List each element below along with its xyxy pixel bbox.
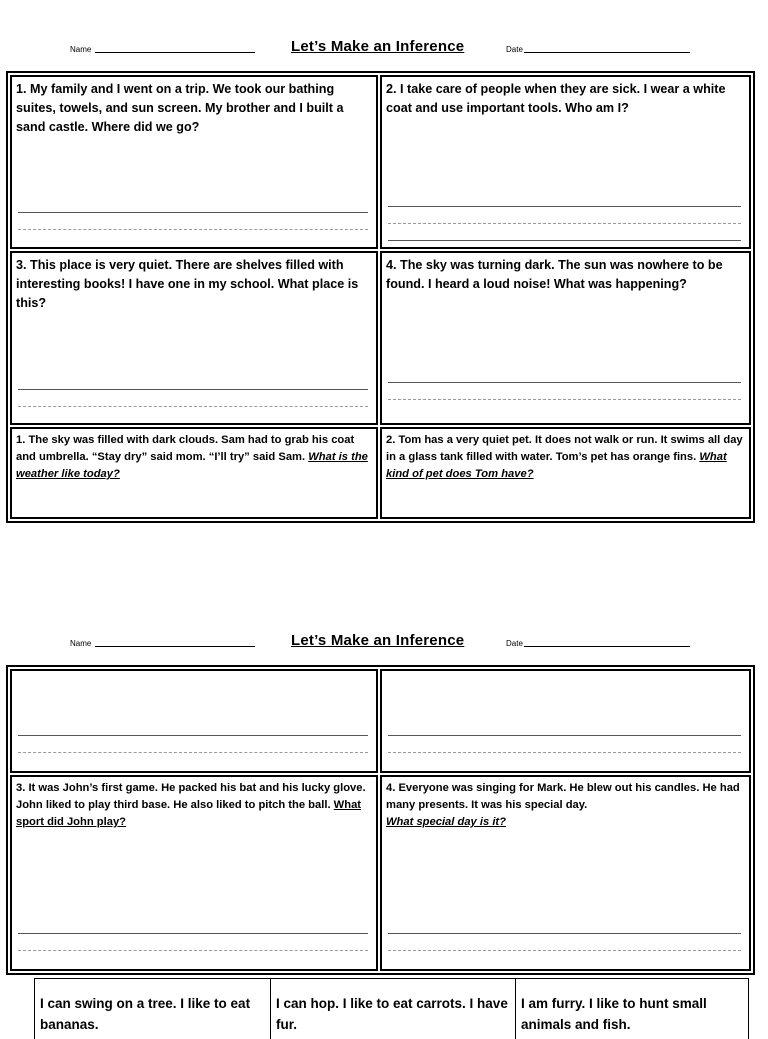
answer-guide-line bbox=[18, 950, 368, 951]
answer-line[interactable] bbox=[18, 735, 368, 736]
animal-clue-table bbox=[34, 978, 749, 1039]
question-prompt: What is the weather like today? bbox=[16, 451, 368, 480]
answer-line[interactable] bbox=[18, 389, 368, 390]
question-cell bbox=[10, 251, 378, 425]
answer-guide-line bbox=[18, 229, 368, 230]
question-cell bbox=[380, 75, 751, 249]
name-field[interactable] bbox=[95, 42, 255, 53]
animal-clue-cell: I can hop. I like to eat carrots. I have fur. bbox=[271, 979, 516, 1039]
question-cell bbox=[380, 251, 751, 425]
date-label: Date bbox=[506, 639, 523, 648]
worksheet-2-header bbox=[0, 632, 768, 656]
name-label: Name bbox=[70, 639, 92, 648]
question-cell bbox=[380, 775, 751, 971]
question-paragraph bbox=[386, 780, 745, 831]
question-paragraph bbox=[386, 432, 745, 483]
question-cell bbox=[10, 75, 378, 249]
question-text: 4. The sky was turning dark. The sun was nowhere to be found. I heard a loud noise! What was happening? bbox=[386, 258, 723, 291]
answer-guide-line bbox=[388, 752, 741, 753]
date-field[interactable] bbox=[524, 636, 690, 647]
worksheet-1-header bbox=[0, 38, 768, 62]
name-label: Name bbox=[70, 45, 92, 54]
question-text: 1. My family and I went on a trip. We took our bathing suites, towels, and sun screen. My brother and I built a sand castle. Where did we go? bbox=[16, 82, 344, 134]
answer-line[interactable] bbox=[388, 933, 741, 934]
animal-clue-cell: I am furry. I like to hunt small animals and fish. bbox=[516, 979, 749, 1039]
answer-line[interactable] bbox=[388, 735, 741, 736]
answer-guide-line bbox=[388, 223, 741, 224]
question-paragraph bbox=[16, 432, 372, 483]
question-prompt: What kind of pet does Tom have? bbox=[386, 451, 727, 480]
date-field[interactable] bbox=[524, 42, 690, 53]
answer-guide-line bbox=[18, 406, 368, 407]
question-prompt: What sport did John play? bbox=[16, 799, 362, 828]
answer-guide-line bbox=[388, 950, 741, 951]
answer-line[interactable] bbox=[388, 382, 741, 383]
answer-guide-line bbox=[18, 752, 368, 753]
question-text: 1. The sky was filled with dark clouds. Sam had to grab his coat and umbrella. “Stay dry” said mom. “I’ll try” said Sam. bbox=[16, 434, 355, 463]
worksheet-title: Let’s Make an Inference bbox=[291, 632, 465, 649]
name-field[interactable] bbox=[95, 636, 255, 647]
answer-line[interactable] bbox=[388, 240, 741, 241]
question-text: 4. Everyone was singing for Mark. He blew out his candles. He had many presents. It was his special day. bbox=[386, 782, 740, 811]
answer-line[interactable] bbox=[388, 206, 741, 207]
question-cell bbox=[10, 775, 378, 971]
animal-clue-cell: I can swing on a tree. I like to eat bananas. bbox=[35, 979, 271, 1039]
question-cell bbox=[10, 669, 378, 773]
question-text: 2. I take care of people when they are sick. I wear a white coat and use important tools. Who am I? bbox=[386, 82, 726, 115]
question-prompt: What special day is it? bbox=[386, 816, 506, 828]
answer-line[interactable] bbox=[18, 212, 368, 213]
worksheet-title: Let’s Make an Inference bbox=[291, 38, 465, 55]
question-text: 3. It was John’s first game. He packed his bat and his lucky glove. John liked to play third base. He also liked to pitch the ball. bbox=[16, 782, 366, 811]
question-paragraph bbox=[16, 780, 372, 831]
date-label: Date bbox=[506, 45, 523, 54]
answer-guide-line bbox=[388, 399, 741, 400]
question-text: 3. This place is very quiet. There are shelves filled with interesting books! I have one in my school. What place is this? bbox=[16, 258, 359, 310]
question-cell bbox=[10, 427, 378, 519]
answer-line[interactable] bbox=[18, 933, 368, 934]
question-cell bbox=[380, 669, 751, 773]
question-text: 2. Tom has a very quiet pet. It does not walk or run. It swims all day in a glass tank filled with water. Tom’s pet has orange fins. bbox=[386, 434, 743, 463]
question-cell bbox=[380, 427, 751, 519]
